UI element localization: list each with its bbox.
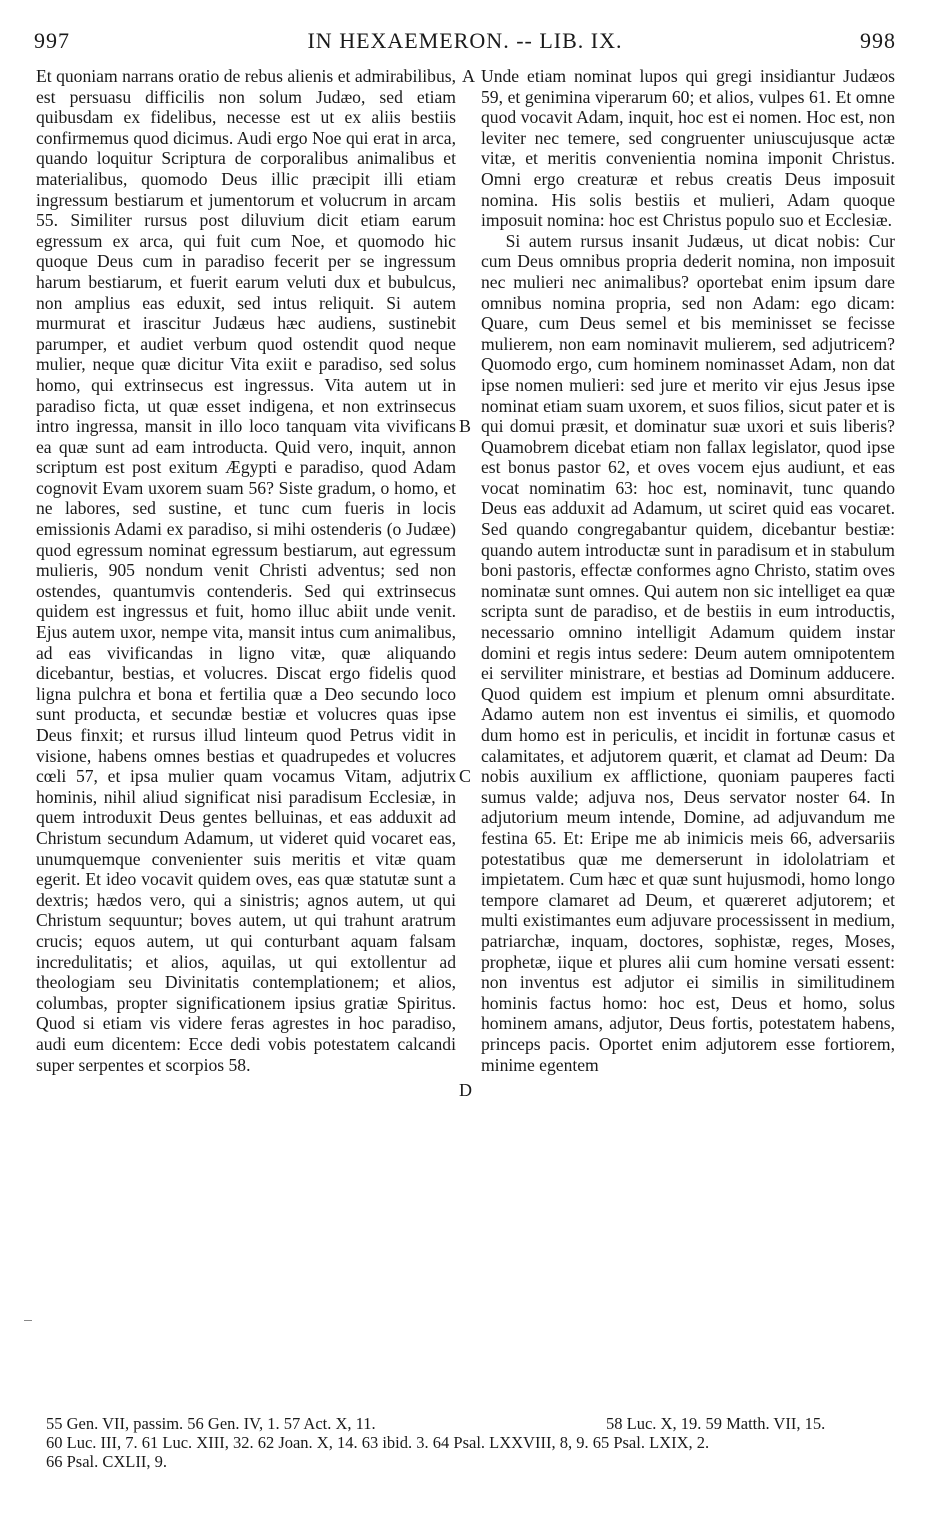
right-paragraph: Unde etiam nominat lupos qui gregi insidiantur Judæos 59, et genimina viperarum 60; et alios, vulpes 61. Et omne quod vocavit Adam, inquit, hoc est ei nomen. Hoc est, non leviter nec temere, sed congruenter uniuscujusque actæ vitæ, et meritis convenientia nomina imponit Christus. Omni ergo creaturæ et rebus creatis Deus imposuit nomina. His solis bestiis et mulieri, Adam quoque imposuit nomina: hoc est Christus populo suo et Ecclesiæ. (481, 66, 895, 231)
running-title: IN HEXAEMERON. -- LIB. IX. (307, 28, 623, 53)
section-marker-a: A (462, 66, 475, 86)
footnote-row (46, 1452, 896, 1471)
footnotes (46, 1414, 896, 1471)
footnote-text: 60 Luc. III, 7. 61 Luc. XIII, 32. 62 Joan. X, 14. 63 ibid. 3. 64 Psal. LXXVIII, 8, 9. 65 Psal. LXIX, 2. (46, 1433, 710, 1452)
section-marker-c: C (459, 766, 472, 786)
left-column (36, 66, 456, 1075)
footnote-row (46, 1433, 896, 1452)
right-column (481, 66, 895, 1075)
footnote-text: 58 Luc. X, 19. 59 Matth. VII, 15. (606, 1414, 826, 1433)
running-header (34, 28, 896, 64)
margin-tick (24, 1320, 32, 1321)
section-marker-d: D (459, 1080, 472, 1100)
footnote-row (46, 1414, 896, 1433)
page-number-left: 997 (34, 28, 70, 53)
right-paragraph: Si autem rursus insanit Judæus, ut dicat nobis: Cur cum Deus omnibus propria dederit nomina, non imposuit nec mulieri nec animalibus? oportebat enim ipsum dare omnibus nomina propria, sed non Adam: ego dicam: Quare, cum Deus semel et bis meminisset se fecisse mulierem, non eam nominavit mulierem, sed adjutricem? Quomodo ergo, cum hominem nominasset Adam, non dat ipse nomen mulieri: sed jure et merito vir ejus Jesus ipse nominat etiam suam uxorem, et suos filios, sicut pater et is qui domui præsit, et dominatur suæ uxori et suis liberis? Quamobrem dicebat etiam non fallax legislator, quod ipse est bonus pastor 62, et oves vocem ejus audiunt, et eas vocat nominatim 63: hoc est, nominavit, tunc quando Deus eas adduxit ad Adamum, ut sciret quid eas vocaret. Sed quando congregabantur quidem, dicebantur bestiæ: quando autem introductæ sunt in paradisum et in stabulum boni pastoris, effectæ conformes agno Christo, statim oves nominatæ sunt omnes. Qui autem non sic intelliget ea quæ scripta sunt de paradiso, et de bestiis in eum introductis, necessario omnino intelligit Adamum quidem instar domini et regis intus sedere: Deum autem omnipotentem ei serviliter ministrare, et bestias ad Dominum adducere. Quod quidem est impium et plenum omni absurditate. Adamo autem non est inventus ei similis, et quomodo dum homo est in periculis, et incidit in fortunæ casus et calamitates, et adjutorem quærit, et clamat ad Deum: Da nobis auxilium ex afflictione, quoniam pauperes facti sumus valde; adjuva nos, Deus servator noster 64. In adjutorium meum intende, Domine, ad adjuvandum me festina 65. Et: Eripe me ab inimicis meis 66, adversariis potestatibus quæ me demerserunt in idololatriam et impietatem. Cum hæc et quæ sunt hujusmodi, homo longo tempore clamaret ad Deum, et quæreret adjutorem; et multi existimantes eum adjuvare processissent in medium, patriarchæ, inquam, doctores, sophistæ, reges, Moses, prophetæ, iique et plures alii cum homine versati essent: non inventus est adjutor ei similis in similitudinem hominis factus homo: hoc est, Deus et homo, solus hominem amans, adjutor, Deus fortis, potestatem habens, princeps pacis. Oportet enim adjutorem esse fortiorem, minime egentem (481, 230, 895, 1075)
section-marker-b: B (459, 416, 472, 436)
left-paragraph: Et quoniam narrans oratio de rebus alienis et admirabilibus, est persuasu difficilis non solum Judæo, sed etiam quibusdam ex fidelibus, necesse est ut ex aliis bestiis confirmemus quod dicimus. Audi ergo Noe qui erat in arca, quando loquitur Scriptura de corporalibus animalibus et materialibus, quomodo Deus illic præcipit illi etiam ingressum bestiarum et jumentorum et volucrum in arcam 55. Similiter rursus post diluvium dicit etiam earum egressum ex arca, qui fuit cum Noe, et quomodo hic quoque Deus cum in paradiso fecerit per se ingressum harum bestiarum, et fuerit earum veluti dux et bubulcus, non amplius eas eduxit, sed intus reliquit. Si autem murmurat et irascitur Judæus hæc audiens, sustinebit parumper, et audiet verbum quod ostendit quod neque mulier, neque quæ dicitur Vita exiit e paradiso, sed solus homo, qui extrinsecus est ingressus. Vita autem ut in paradiso ficta, ut quæ esset indigena, et non extrinsecus intro ingressa, mansit in illo loco tanquam vita vivificans ea quæ sunt ad eam introducta. Quid vero, inquit, annon scriptum est post exitum Ægypti e paradiso, quod Adam cognovit Evam uxorem suam 56? Siste gradum, o homo, et ne labores, sed sustine, et tunc cum fueris in locis emissionis Adami ex paradiso, si mihi ostenderis (o Judæe) quod egressum nominat egressum bestiarum, aut egressum mulieris, 905 nondum venit Christi adventus; sed non ostendes, quantumvis contenderis. Sed qui extrinsecus quidem est ingressus et fuit, homo illuc abiit unde venit. Ejus autem uxor, nempe vita, mansit intus cum animalibus, ad eas vivificandas in ligno vitæ, quæ aliquando dicebantur, bestias, et volucres. Discat ergo fidelis quod ligna pulchra et bona et fertilia quæ a Deo secundo loco sunt producta, et secundæ bestiæ et volucres quas ipse Deus finxit; et rursus illud linteum quod Petrus vidit in visione, habens omnes bestias et quadrupedes et volucres cœli 57, et ipsa mulier quam vocamus Vitam, adjutrix hominis, nihil aliud significat nisi paradisum Ecclesiæ, in quem introduxit Deus gentes belluinas, et eas adduxit ad Christum secundum Adamum, ut videret quid vocaret eas, unumquemque convenienter suis meritis et vitæ quam egerit. Et ideo vocavit quidem oves, eas quæ statutæ sunt a dextris; hædos vero, qui a sinistris; agnos autem, ut qui Christum sequuntur; boves autem, ut qui trahunt aratrum crucis; equos autem, ut qui conturbant aquam falsam incredulitatis; et alios, aquilas, ut qui extollentur ad theologiam seu Divinitatis contemplationem; et alios, columbas, propter significationem ipsius gratiæ Spiritus. Quod si etiam vis videre feras agrestes in hoc paradiso, audi eum dicentem: Ecce dedi vobis potestatem calcandi super serpentes et scorpios 58. (36, 66, 456, 1075)
page-number-right: 998 (860, 28, 896, 53)
footnote-text: 66 Psal. CXLII, 9. (46, 1452, 167, 1471)
footnote-text: 55 Gen. VII, passim. 56 Gen. IV, 1. 57 Act. X, 11. (46, 1414, 376, 1433)
